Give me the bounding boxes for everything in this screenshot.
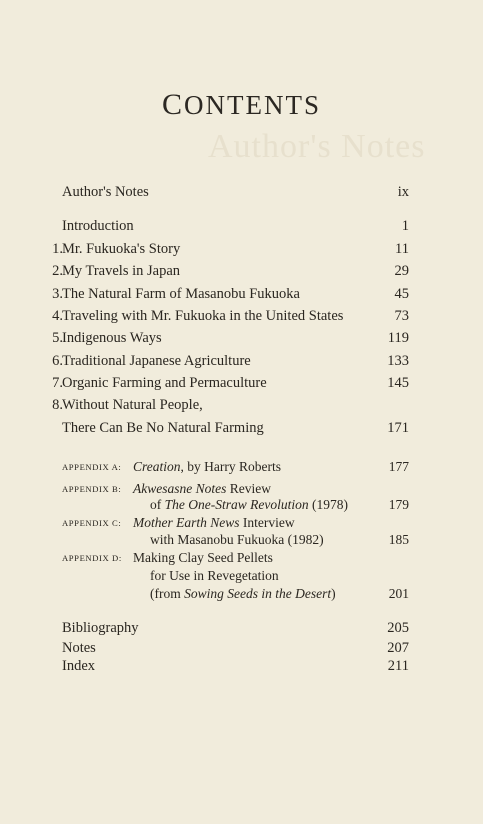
chapter-number: 3. xyxy=(52,286,63,302)
entry-page: 185 xyxy=(388,532,409,547)
toc-entry-chapter xyxy=(0,241,483,261)
entry-label-line2: There Can Be No Natural Farming xyxy=(62,420,264,436)
chapter-number: 2. xyxy=(52,263,63,279)
entry-page: 201 xyxy=(388,586,409,601)
entry-label: My Travels in Japan xyxy=(62,263,181,279)
chapter-number: 1. xyxy=(52,241,63,257)
entry-label: Without Natural People, xyxy=(62,397,203,413)
appendix-tag: APPENDIX A: xyxy=(62,462,122,472)
entry-label-line2: for Use in Revegetation xyxy=(150,568,279,583)
entry-label: Traveling with Mr. Fukuoka in the United States xyxy=(62,308,344,324)
entry-page: 29 xyxy=(394,263,409,279)
entry-page: 73 xyxy=(394,308,409,324)
entry-page: 45 xyxy=(394,286,409,302)
chapter-number: 7. xyxy=(52,375,63,391)
entry-label: Making Clay Seed Pellets xyxy=(133,550,273,565)
appendix-tag: APPENDIX D: xyxy=(62,553,122,563)
entry-page: 179 xyxy=(388,497,409,512)
entry-label-line3: (from Sowing Seeds in the Desert) xyxy=(150,586,336,601)
entry-label: Bibliography xyxy=(62,620,139,636)
entry-page: ix xyxy=(397,184,409,200)
entry-page: 177 xyxy=(388,459,409,474)
entry-label: Author's Notes xyxy=(62,184,149,200)
bleed-through-text: Author's Notes xyxy=(208,128,426,165)
page-title xyxy=(0,88,483,122)
entry-label: Notes xyxy=(62,640,96,656)
entry-page: 119 xyxy=(387,330,409,346)
toc-entry-chapter xyxy=(0,397,483,417)
entry-label-line2: of The One-Straw Revolution (1978) xyxy=(150,497,348,512)
appendix-tag: APPENDIX B: xyxy=(62,484,122,494)
entry-label: Mr. Fukuoka's Story xyxy=(62,241,181,257)
appendix-tag: APPENDIX C: xyxy=(62,518,122,528)
toc-entry-authors-notes xyxy=(0,184,483,204)
toc-entry-chapter xyxy=(0,375,483,395)
toc-entry-chapter-cont xyxy=(0,420,483,440)
entry-page: 205 xyxy=(387,620,409,636)
entry-label: Traditional Japanese Agriculture xyxy=(62,353,251,369)
entry-page: 1 xyxy=(401,218,409,234)
entry-page: 211 xyxy=(387,658,409,674)
entry-label: Index xyxy=(62,658,96,674)
toc-entry-chapter xyxy=(0,330,483,350)
entry-page: 133 xyxy=(387,353,409,369)
entry-page: 145 xyxy=(387,375,409,391)
toc-entry-chapter xyxy=(0,308,483,328)
chapter-number: 8. xyxy=(52,397,63,413)
entry-label: Indigenous Ways xyxy=(62,330,162,346)
toc-entry-chapter xyxy=(0,263,483,283)
toc-entry-appendix-cont xyxy=(0,532,483,552)
entry-label: The Natural Farm of Masanobu Fukuoka xyxy=(62,286,300,302)
toc-entry-chapter xyxy=(0,286,483,306)
entry-page: 11 xyxy=(395,241,409,257)
entry-label: Mother Earth News Interview xyxy=(133,515,295,530)
entry-page: 207 xyxy=(387,640,409,656)
entry-label: Organic Farming and Permaculture xyxy=(62,375,267,391)
entry-label: Akwesasne Notes Review xyxy=(133,481,271,496)
title-rest: ONTENTS xyxy=(184,90,321,120)
title-initial: C xyxy=(161,88,184,121)
toc-entry-appendix xyxy=(0,550,483,570)
entry-page: 171 xyxy=(387,420,409,436)
chapter-number: 6. xyxy=(52,353,63,369)
toc-entry-appendix xyxy=(0,459,483,479)
toc-entry-appendix-cont xyxy=(0,568,483,588)
toc-entry-notes xyxy=(0,640,483,660)
toc-entry-bibliography xyxy=(0,620,483,640)
toc-entry-chapter xyxy=(0,353,483,373)
toc-entry-introduction xyxy=(0,218,483,238)
chapter-number: 4. xyxy=(52,308,63,324)
entry-label: Introduction xyxy=(62,218,134,234)
toc-entry-appendix-cont xyxy=(0,586,483,606)
entry-label: Creation, by Harry Roberts xyxy=(133,459,281,474)
entry-label-line2: with Masanobu Fukuoka (1982) xyxy=(150,532,324,547)
chapter-number: 5. xyxy=(52,330,63,346)
toc-entry-index xyxy=(0,658,483,678)
toc-entry-appendix-cont xyxy=(0,497,483,517)
